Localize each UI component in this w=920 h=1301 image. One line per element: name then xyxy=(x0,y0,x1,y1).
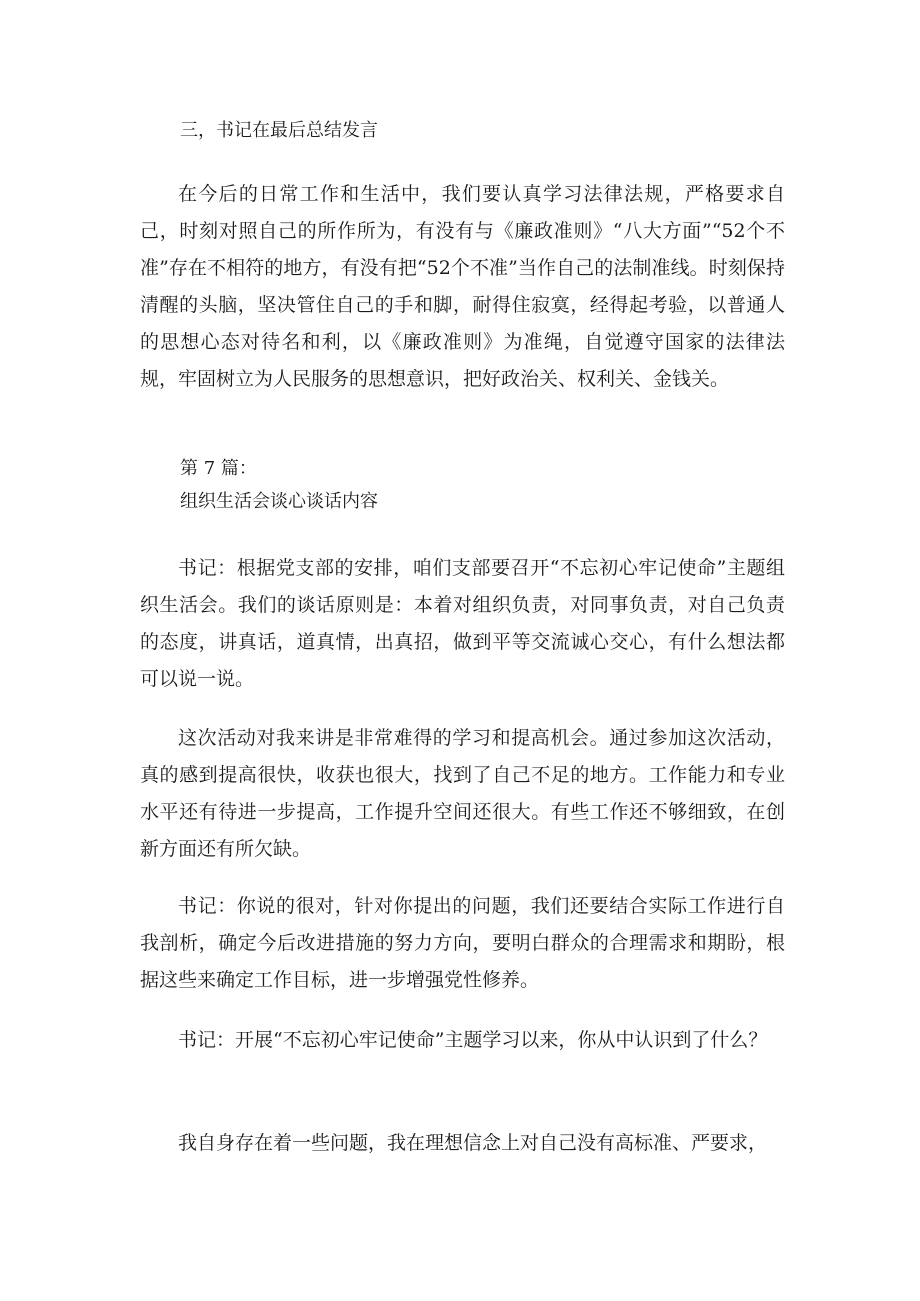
part-label: 第 7 篇： xyxy=(180,458,257,479)
paragraph-secretary-opening: 书记：根据党支部的安排，咱们支部要召开“不忘初心牢记使命”主题组织生活会。我们的谈话原则是：本着对组织负责，对同事负责，对自己负责的态度，讲真话，道真情，出真招，做到平等交流诚心交心，有什么想法都可以说一说。 xyxy=(140,557,785,690)
paragraph-secretary-reply: 书记：你说的很对，针对你提出的问题，我们还要结合实际工作进行自我剖析，确定今后改进措施的努力方向，要明白群众的合理需求和期盼，根据这些来确定工作目标，进一步增强党性修养。 xyxy=(140,895,785,991)
paragraph-response-1: 这次活动对我来讲是非常难得的学习和提高机会。通过参加这次活动，真的感到提高很快，收获也很大，找到了自己不足的地方。工作能力和专业水平还有待进一步提高，工作提升空间还很大。有些工作还不够细致，在创新方面还有所欠缺。 xyxy=(140,727,785,860)
part-title: 组织生活会谈心谈话内容 xyxy=(180,491,378,512)
section-heading: 三，书记在最后总结发言 xyxy=(180,120,378,141)
paragraph-response-2: 我自身存在着一些问题，我在理想信念上对自己没有高标准、严要求， xyxy=(178,1132,768,1154)
paragraph-summary-speech: 在今后的日常工作和生活中，我们要认真学习法律法规，严格要求自己，时刻对照自己的所作所为，有没有与《廉政准则》“八大方面”“52个不准”存在不相符的地方，有没有把“52个不准”当作自己的法制准线。时刻保持清醒的头脑，坚决管住自己的手和脚，耐得住寂寞，经得起考验，以普通人的思想心态对待名和利，以《廉政准则》为准绳，自觉遵守国家的法律法规，牢固树立为人民服务的思想意识，把好政治关、权利关、金钱关。 xyxy=(140,183,785,390)
paragraph-secretary-question: 书记：开展“不忘初心牢记使命”主题学习以来，你从中认识到了什么？ xyxy=(178,1029,768,1051)
